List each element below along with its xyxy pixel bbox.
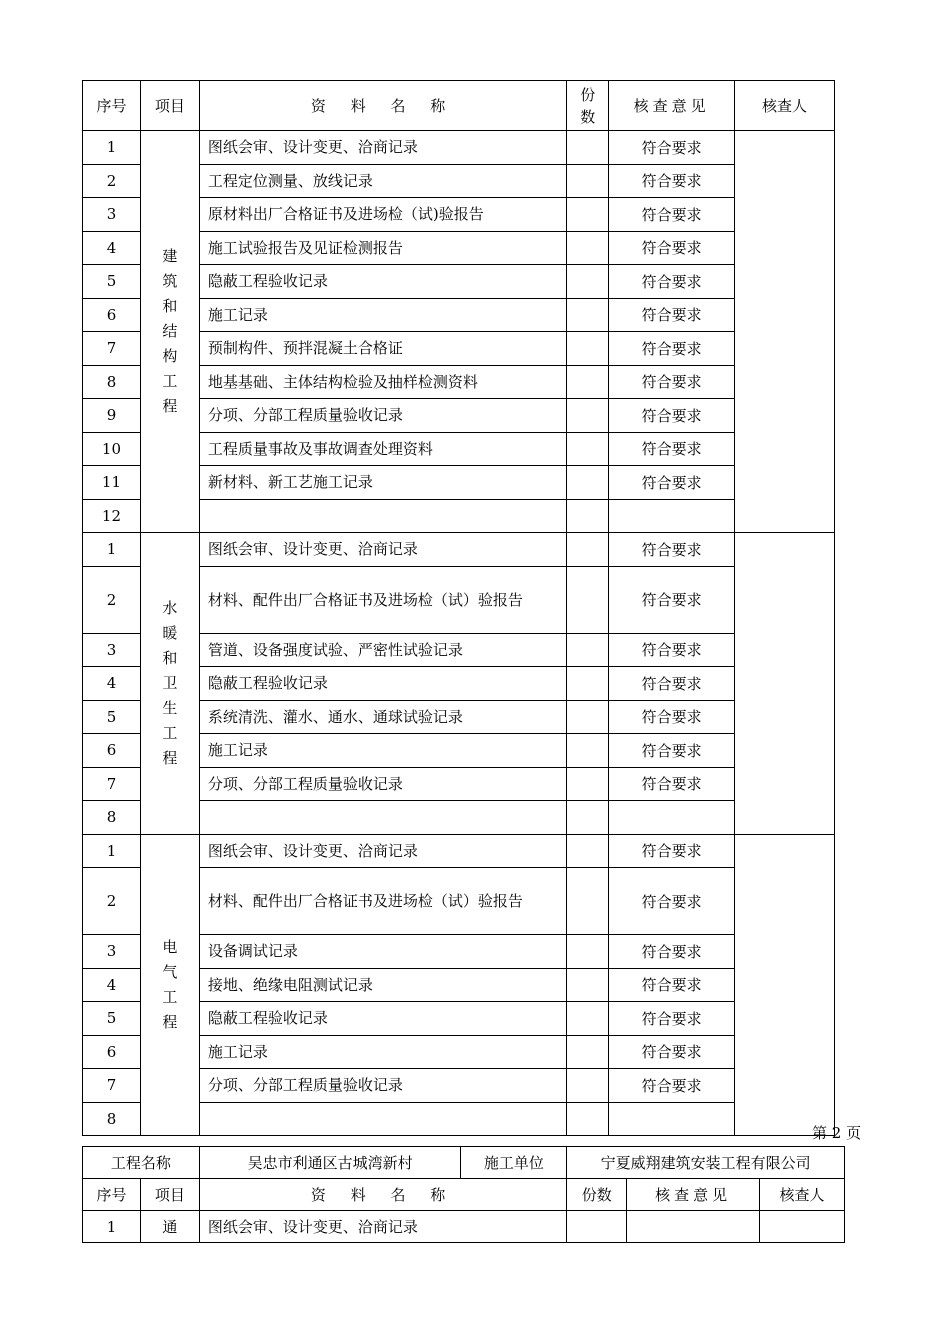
copies-cell	[567, 399, 609, 433]
record-name: 隐蔽工程验收记录	[199, 667, 566, 701]
category-label: 建 筑 和 结 构 工 程	[140, 131, 199, 533]
row-number: 3	[83, 935, 141, 969]
record-name: 材料、配件出厂合格证书及进场检（试）验报告	[199, 868, 566, 935]
row-number: 9	[83, 399, 141, 433]
row-number: 6	[83, 734, 141, 768]
header-name: 资 料 名 称	[199, 81, 566, 131]
table-header-row	[83, 1179, 845, 1211]
table-row	[83, 533, 835, 567]
project-name-label: 工程名称	[83, 1147, 200, 1179]
copies-cell	[567, 1102, 609, 1136]
opinion-cell: 符合要求	[609, 633, 735, 667]
record-name: 接地、绝缘电阻测试记录	[199, 968, 566, 1002]
row-number: 2	[83, 164, 141, 198]
record-name: 地基基础、主体结构检验及抽样检测资料	[199, 365, 566, 399]
copies-cell	[567, 935, 609, 969]
record-name: 工程质量事故及事故调查处理资料	[199, 432, 566, 466]
row-number: 4	[83, 968, 141, 1002]
row-number: 7	[83, 332, 141, 366]
row-number: 10	[83, 432, 141, 466]
copies-cell	[567, 801, 609, 835]
copies-cell	[567, 466, 609, 500]
page-number: 第 2 页	[812, 1124, 862, 1142]
row-number: 6	[83, 1035, 141, 1069]
opinion-cell: 符合要求	[609, 868, 735, 935]
record-name: 工程定位测量、放线记录	[199, 164, 566, 198]
opinion-cell: 符合要求	[609, 432, 735, 466]
record-name: 系统清洗、灌水、通水、通球试验记录	[199, 700, 566, 734]
table-row	[83, 1211, 845, 1243]
header-opinion: 核查意见	[627, 1179, 760, 1211]
header-copies: 份数	[567, 1179, 627, 1211]
header-name: 资 料 名 称	[199, 1179, 566, 1211]
project-name-value: 吴忠市利通区古城湾新村	[199, 1147, 461, 1179]
header-opinion: 核查意见	[609, 81, 735, 131]
row-number: 4	[83, 667, 141, 701]
row-number: 2	[83, 566, 141, 633]
opinion-cell: 符合要求	[609, 1002, 735, 1036]
row-number: 7	[83, 1069, 141, 1103]
category-label: 通	[140, 1211, 199, 1243]
header-seq: 序号	[83, 1179, 141, 1211]
record-name: 材料、配件出厂合格证书及进场检（试）验报告	[199, 566, 566, 633]
header-checker: 核查人	[735, 81, 835, 131]
record-name: 分项、分部工程质量验收记录	[199, 767, 566, 801]
copies-cell	[567, 633, 609, 667]
records-check-table-page2	[82, 1146, 845, 1243]
opinion-cell: 符合要求	[609, 734, 735, 768]
header-copies-label: 份 数	[580, 85, 596, 126]
opinion-cell	[609, 499, 735, 533]
opinion-cell: 符合要求	[609, 566, 735, 633]
row-number: 7	[83, 767, 141, 801]
header-project: 项目	[140, 81, 199, 131]
copies-cell	[567, 834, 609, 868]
opinion-cell: 符合要求	[609, 332, 735, 366]
opinion-cell	[609, 801, 735, 835]
record-name	[199, 1102, 566, 1136]
row-number: 5	[83, 1002, 141, 1036]
opinion-cell: 符合要求	[609, 265, 735, 299]
copies-cell	[567, 767, 609, 801]
record-name: 隐蔽工程验收记录	[199, 265, 566, 299]
opinion-cell: 符合要求	[609, 834, 735, 868]
row-number: 12	[83, 499, 141, 533]
opinion-cell: 符合要求	[609, 399, 735, 433]
opinion-cell: 符合要求	[609, 935, 735, 969]
category-label: 水 暖 和 卫 生 工 程	[140, 533, 199, 835]
checker-cell	[735, 834, 835, 1136]
record-name: 设备调试记录	[199, 935, 566, 969]
row-number: 8	[83, 1102, 141, 1136]
row-number: 1	[83, 131, 141, 165]
opinion-cell	[609, 1102, 735, 1136]
opinion-cell: 符合要求	[609, 198, 735, 232]
record-name: 分项、分部工程质量验收记录	[199, 1069, 566, 1103]
project-info-row	[83, 1147, 845, 1179]
copies-cell	[567, 1069, 609, 1103]
record-name: 施工记录	[199, 298, 566, 332]
checker-cell	[735, 533, 835, 835]
copies-cell	[567, 1035, 609, 1069]
opinion-cell: 符合要求	[609, 1069, 735, 1103]
row-number: 1	[83, 834, 141, 868]
table-row	[83, 834, 835, 868]
opinion-cell: 符合要求	[609, 1035, 735, 1069]
copies-cell	[567, 533, 609, 567]
row-number: 11	[83, 466, 141, 500]
copies-cell	[567, 365, 609, 399]
record-name: 施工记录	[199, 1035, 566, 1069]
opinion-cell: 符合要求	[609, 767, 735, 801]
record-name: 图纸会审、设计变更、洽商记录	[199, 834, 566, 868]
opinion-cell: 符合要求	[609, 164, 735, 198]
copies-cell	[567, 566, 609, 633]
opinion-cell: 符合要求	[609, 700, 735, 734]
row-number: 1	[83, 1211, 141, 1243]
table-header-row	[83, 81, 835, 131]
opinion-cell: 符合要求	[609, 968, 735, 1002]
record-name	[199, 801, 566, 835]
opinion-cell: 符合要求	[609, 298, 735, 332]
row-number: 5	[83, 700, 141, 734]
category-label: 电 气 工 程	[140, 834, 199, 1136]
record-name: 管道、设备强度试验、严密性试验记录	[199, 633, 566, 667]
copies-cell	[567, 265, 609, 299]
record-name: 隐蔽工程验收记录	[199, 1002, 566, 1036]
record-name	[199, 499, 566, 533]
checker-cell	[760, 1211, 845, 1243]
record-name: 图纸会审、设计变更、洽商记录	[199, 131, 566, 165]
record-name: 施工试验报告及见证检测报告	[199, 231, 566, 265]
record-name: 原材料出厂合格证书及进场检（试)验报告	[199, 198, 566, 232]
opinion-cell: 符合要求	[609, 667, 735, 701]
record-name: 预制构件、预拌混凝土合格证	[199, 332, 566, 366]
record-name: 新材料、新工艺施工记录	[199, 466, 566, 500]
row-number: 4	[83, 231, 141, 265]
copies-cell	[567, 868, 609, 935]
opinion-cell: 符合要求	[609, 231, 735, 265]
copies-cell	[567, 131, 609, 165]
opinion-cell: 符合要求	[609, 533, 735, 567]
copies-cell	[567, 198, 609, 232]
copies-cell	[567, 298, 609, 332]
header-copies	[567, 81, 609, 131]
checker-cell	[735, 131, 835, 533]
header-seq: 序号	[83, 81, 141, 131]
row-number: 6	[83, 298, 141, 332]
header-checker: 核查人	[760, 1179, 845, 1211]
opinion-cell	[627, 1211, 760, 1243]
opinion-cell: 符合要求	[609, 365, 735, 399]
copies-cell	[567, 432, 609, 466]
copies-cell	[567, 700, 609, 734]
row-number: 5	[83, 265, 141, 299]
copies-cell	[567, 667, 609, 701]
row-number: 8	[83, 365, 141, 399]
copies-cell	[567, 1211, 627, 1243]
row-number: 8	[83, 801, 141, 835]
row-number: 2	[83, 868, 141, 935]
copies-cell	[567, 734, 609, 768]
record-name: 图纸会审、设计变更、洽商记录	[199, 1211, 566, 1243]
opinion-cell: 符合要求	[609, 131, 735, 165]
copies-cell	[567, 499, 609, 533]
row-number: 3	[83, 198, 141, 232]
copies-cell	[567, 164, 609, 198]
table-row	[83, 131, 835, 165]
header-project: 项目	[140, 1179, 199, 1211]
contractor-label: 施工单位	[461, 1147, 567, 1179]
copies-cell	[567, 968, 609, 1002]
row-number: 1	[83, 533, 141, 567]
opinion-cell: 符合要求	[609, 466, 735, 500]
contractor-value: 宁夏威翔建筑安装工程有限公司	[567, 1147, 845, 1179]
record-name: 分项、分部工程质量验收记录	[199, 399, 566, 433]
copies-cell	[567, 1002, 609, 1036]
records-check-table	[82, 80, 835, 1136]
record-name: 施工记录	[199, 734, 566, 768]
copies-cell	[567, 231, 609, 265]
row-number: 3	[83, 633, 141, 667]
copies-cell	[567, 332, 609, 366]
record-name: 图纸会审、设计变更、洽商记录	[199, 533, 566, 567]
